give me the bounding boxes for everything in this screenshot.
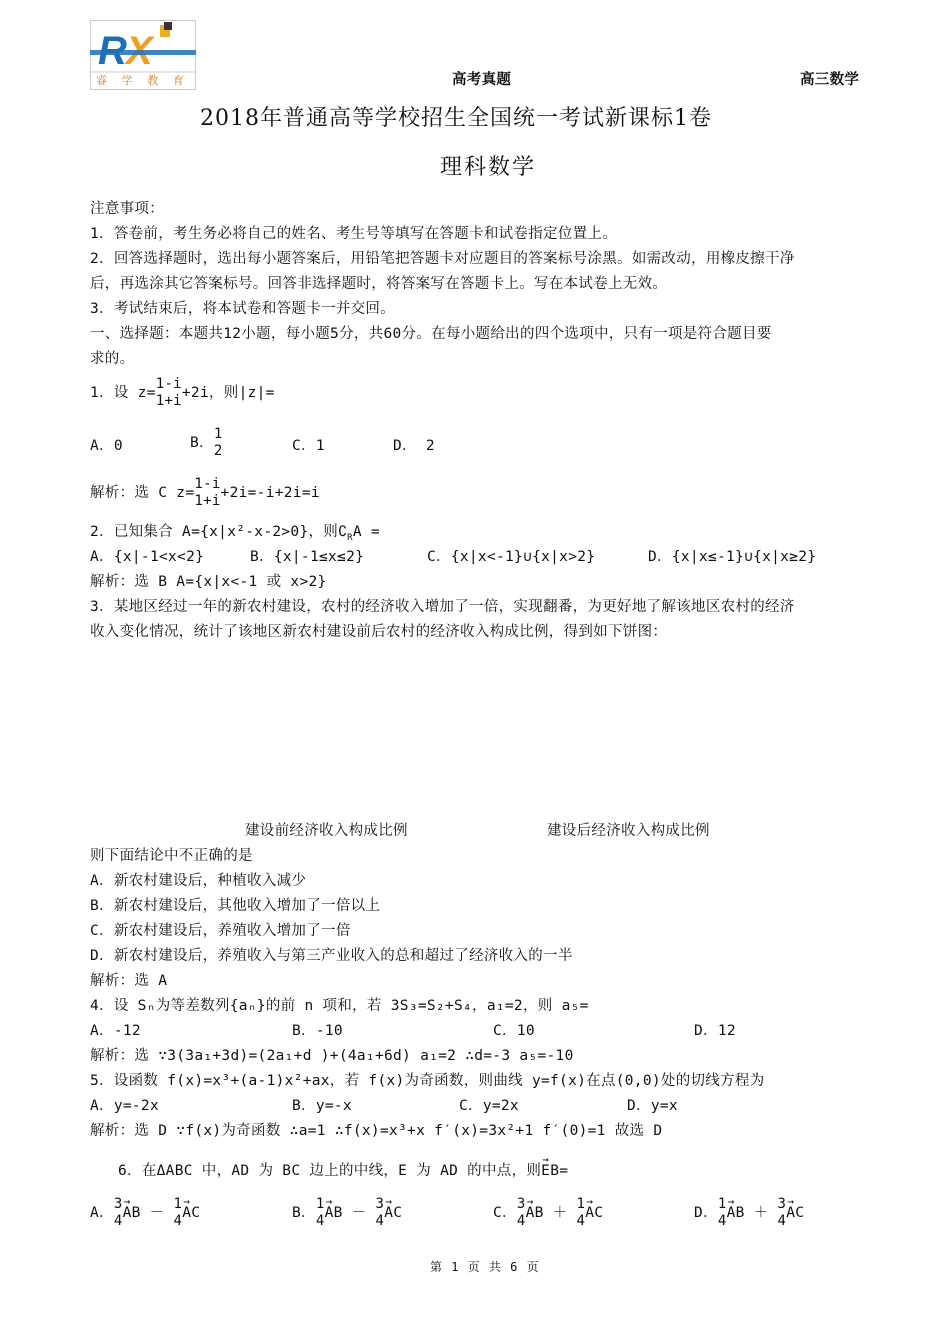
q4-option-a: A．-12 bbox=[90, 1023, 141, 1039]
q5-option-a: A．y=-2x bbox=[90, 1098, 159, 1114]
logo bbox=[90, 20, 196, 90]
q2-option-b: B．{x|-1≤x≤2} bbox=[250, 549, 365, 565]
vector-ab: → AB bbox=[526, 1204, 544, 1222]
minus-sign: － bbox=[351, 1205, 367, 1221]
q1-num: 1-i bbox=[155, 376, 182, 392]
q1-option-d: D． 2 bbox=[393, 438, 435, 454]
q1-answer bbox=[90, 476, 320, 510]
q6-d-label: D． bbox=[694, 1205, 718, 1221]
q1-ans-den: 1+i bbox=[194, 493, 221, 509]
q6-option-a bbox=[90, 1196, 200, 1230]
q1-option-b bbox=[190, 426, 223, 460]
q3-stem-1: 3．某地区经过一年的新农村建设，农村的经济收入增加了一倍，实现翻番，为更好地了解该地区农村的经济 bbox=[90, 599, 795, 615]
q6-stem bbox=[118, 1162, 568, 1180]
den: 4 bbox=[315, 1213, 325, 1229]
q1-den: 1+i bbox=[155, 393, 182, 409]
note-1: 1．答卷前，考生务必将自己的姓名、考生号等填写在答题卡和试卷指定位置上。 bbox=[90, 226, 618, 242]
q1-prefix: 1．设 z= bbox=[90, 385, 156, 401]
q3-answer: 解析：选 A bbox=[90, 973, 168, 989]
page-title: 2018年普通高等学校招生全国统一考试新课标1卷 bbox=[200, 106, 712, 131]
q1-suffix: +2i，则|z|= bbox=[181, 385, 275, 401]
den: 4 bbox=[173, 1213, 183, 1229]
den: 4 bbox=[516, 1213, 526, 1229]
q4-option-b: B．-10 bbox=[292, 1023, 343, 1039]
q1-option-c: C．1 bbox=[292, 438, 325, 454]
q2-option-c: C．{x|x<-1}∪{x|x>2} bbox=[427, 549, 596, 565]
q6-b-frac1 bbox=[316, 1196, 325, 1230]
num: 1 bbox=[173, 1196, 183, 1212]
den: 4 bbox=[375, 1213, 385, 1229]
q1-b-den: 2 bbox=[213, 443, 223, 459]
logo-text: 睿 学 教 育 bbox=[96, 74, 188, 87]
q3-option-d: D．新农村建设后，养殖收入与第三产业收入的总和超过了经济收入的一半 bbox=[90, 948, 573, 964]
q1-option-a: A．0 bbox=[90, 438, 123, 454]
den: 4 bbox=[576, 1213, 586, 1229]
num: 3 bbox=[113, 1196, 123, 1212]
q6-a-frac2 bbox=[174, 1196, 183, 1230]
q5-stem: 5．设函数 f(x)=x³+(a-1)x²+ax，若 f(x)为奇函数，则曲线 y=f(x)在点(0,0)处的切线方程为 bbox=[90, 1073, 765, 1089]
plus-sign: ＋ bbox=[753, 1205, 769, 1221]
page-subtitle: 理科数学 bbox=[440, 155, 537, 180]
q6-c-label: C． bbox=[493, 1205, 517, 1221]
q6-stem-text: 6．在ΔABC 中，AD 为 BC 边上的中线，E 为 AD 的中点，则 bbox=[118, 1163, 542, 1179]
vector-ac: → AC bbox=[384, 1204, 402, 1222]
den: 4 bbox=[777, 1213, 787, 1229]
num: 1 bbox=[717, 1196, 727, 1212]
q4-answer: 解析：选 ∵3(3a₁+3d)=(2a₁+d )+(4a₁+6d) a₁=2 ∴d=-3 a₅=-10 bbox=[90, 1048, 574, 1064]
vector-ab: → AB bbox=[325, 1204, 343, 1222]
q1-ans-prefix: 解析：选 C z= bbox=[90, 485, 195, 501]
q2-option-a: A．{x|-1<x<2} bbox=[90, 549, 205, 565]
q2-stem-text: 2．已知集合 A={x|x²-x-2>0}，则∁ bbox=[90, 524, 348, 540]
q1-ans-num: 1-i bbox=[194, 476, 221, 492]
q1-ans-fraction bbox=[194, 476, 220, 510]
q3-caption-before: 建设前经济收入构成比例 bbox=[245, 823, 408, 839]
q5-option-b: B．y=-x bbox=[292, 1098, 352, 1114]
vector-ac: → AC bbox=[786, 1204, 804, 1222]
q6-c-frac1 bbox=[517, 1196, 526, 1230]
q6-d-frac1 bbox=[718, 1196, 727, 1230]
q4-option-d: D．12 bbox=[694, 1023, 736, 1039]
header-center: 高考真题 bbox=[452, 72, 512, 88]
q3-stem-2: 收入变化情况，统计了该地区新农村建设前后农村的经济收入构成比例，得到如下饼图： bbox=[90, 624, 668, 640]
note-2b: 后，再选涂其它答案标号。回答非选择题时，将答案写在答题卡上。写在本试卷上无效。 bbox=[90, 276, 668, 292]
num: 1 bbox=[315, 1196, 325, 1212]
q2-stem-end: A = bbox=[352, 524, 380, 540]
q1-b-num: 1 bbox=[213, 426, 223, 442]
q3-option-a: A．新农村建设后，种植收入减少 bbox=[90, 873, 307, 889]
q2-option-d: D．{x|x≤-1}∪{x|x≥2} bbox=[648, 549, 817, 565]
q4-option-c: C．10 bbox=[493, 1023, 535, 1039]
q6-a-label: A． bbox=[90, 1205, 114, 1221]
note-3: 3．考试结束后，将本试卷和答题卡一并交回。 bbox=[90, 301, 396, 317]
vector-ab: → AB bbox=[123, 1204, 141, 1222]
q6-d-frac2 bbox=[778, 1196, 787, 1230]
den: 4 bbox=[113, 1213, 123, 1229]
num: 1 bbox=[576, 1196, 586, 1212]
num: 3 bbox=[516, 1196, 526, 1212]
q4-stem: 4．设 Sₙ为等差数列{aₙ}的前 n 项和，若 3S₃=S₂+S₄，a₁=2，则 a₅= bbox=[90, 998, 589, 1014]
q1-b-prefix: B． bbox=[190, 435, 214, 451]
page-footer: 第 1 页 共 6 页 bbox=[430, 1260, 540, 1274]
den: 4 bbox=[717, 1213, 727, 1229]
q1-ans-suffix: +2i=-i+2i=i bbox=[220, 485, 320, 501]
q2-stem bbox=[90, 523, 380, 547]
note-2a: 2．回答选择题时，选出每小题答案后，用铅笔把答题卡对应题目的答案标号涂黑。如需改动，用橡皮擦干净 bbox=[90, 251, 795, 267]
q3-prompt: 则下面结论中不正确的是 bbox=[90, 848, 253, 864]
q6-c-frac2 bbox=[577, 1196, 586, 1230]
num: 3 bbox=[777, 1196, 787, 1212]
q5-answer: 解析：选 D ∵f(x)为奇函数 ∴a=1 ∴f(x)=x³+x f′(x)=3x²+1 f′(0)=1 故选 D bbox=[90, 1123, 663, 1139]
q2-answer: 解析：选 B A={x|x<-1 或 x>2} bbox=[90, 574, 327, 590]
q6-a-frac1 bbox=[114, 1196, 123, 1230]
q6-option-c bbox=[493, 1196, 603, 1230]
q6-option-d bbox=[694, 1196, 804, 1230]
section-heading-1: 一、选择题：本题共12小题，每小题5分，共60分。在每小题给出的四个选项中，只有一项是符合题目要 bbox=[90, 326, 772, 342]
plus-sign: ＋ bbox=[552, 1205, 568, 1221]
q3-option-b: B．新农村建设后，其他收入增加了一倍以上 bbox=[90, 898, 381, 914]
section-heading-2: 求的。 bbox=[90, 351, 135, 367]
q5-option-d: D．y=x bbox=[627, 1098, 678, 1114]
q1-b-fraction bbox=[214, 426, 223, 460]
vector-ac: → AC bbox=[182, 1204, 200, 1222]
q3-caption-after: 建设后经济收入构成比例 bbox=[547, 823, 710, 839]
notes-heading: 注意事项： bbox=[90, 201, 164, 217]
q5-option-c: C．y=2x bbox=[459, 1098, 519, 1114]
q3-option-c: C．新农村建设后，养殖收入增加了一倍 bbox=[90, 923, 351, 939]
header-right: 高三数学 bbox=[800, 72, 860, 88]
q6-b-label: B． bbox=[292, 1205, 316, 1221]
minus-sign: － bbox=[149, 1205, 165, 1221]
q6-stem-end: = bbox=[559, 1163, 569, 1179]
q6-vector-eb: → EB bbox=[541, 1162, 559, 1180]
num: 3 bbox=[375, 1196, 385, 1212]
q2-stem-sub: R bbox=[347, 532, 353, 543]
q1-fraction bbox=[156, 376, 182, 410]
vector-ac: → AC bbox=[585, 1204, 603, 1222]
q6-option-b bbox=[292, 1196, 402, 1230]
vector-ab: → AB bbox=[727, 1204, 745, 1222]
q1-stem bbox=[90, 376, 275, 410]
q6-b-frac2 bbox=[376, 1196, 385, 1230]
